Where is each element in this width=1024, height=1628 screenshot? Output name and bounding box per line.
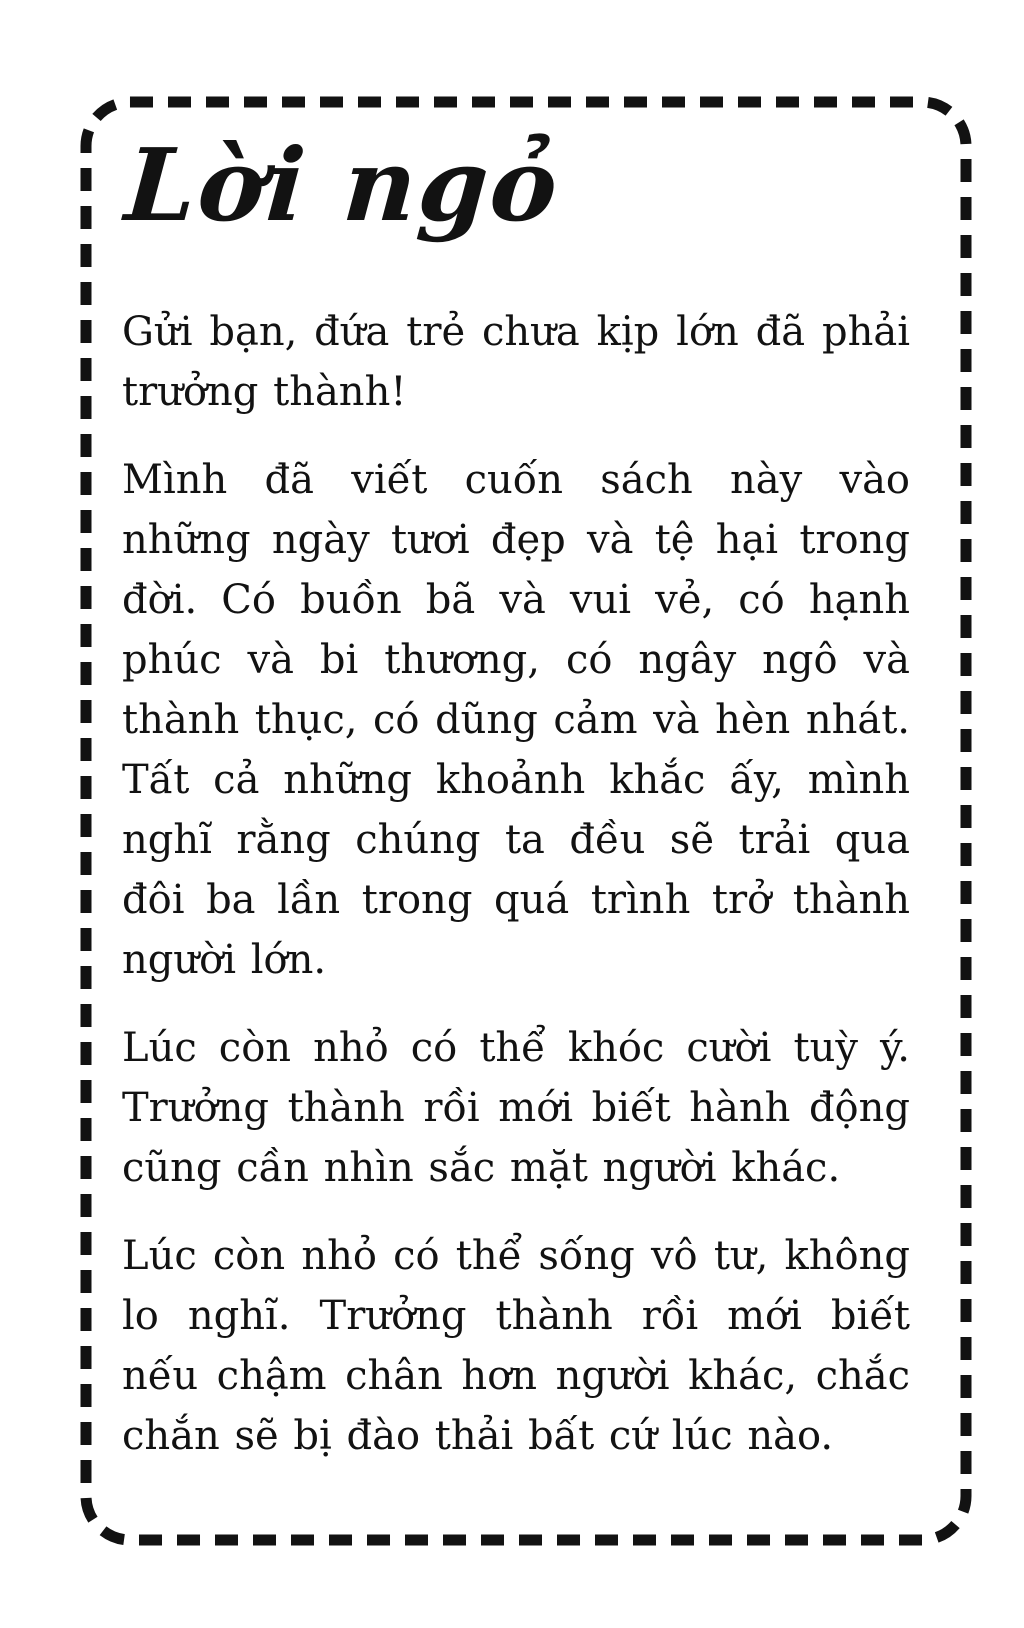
paragraph-intro: Mình đã viết cuốn sách này vào những ngày tươi đẹp và tệ hại trong đời. Có buồn bã và vui vẻ, có hạnh phúc và bi thương, có ngây ngô và thành thục, có dũng cảm và hèn nhát. Tất cả những khoảnh khắc ấy, mình nghĩ rằng chúng ta đều sẽ trải qua đôi ba lần trong quá trình trở thành người lớn. <box>122 457 910 983</box>
paragraph-childhood-carefree: Lúc còn nhỏ có thể sống vô tư, không lo nghĩ. Trưởng thành rồi mới biết nếu chậm chân hơn người khác, chắc chắn sẽ bị đào thải bất cứ lúc nào. <box>122 1233 910 1459</box>
page-content <box>121 126 910 1466</box>
paragraph-greeting: Gửi bạn, đứa trẻ chưa kịp lớn đã phải trưởng thành! <box>122 309 910 415</box>
paragraph-childhood-crying: Lúc còn nhỏ có thể khóc cười tuỳ ý. Trưởng thành rồi mới biết hành động cũng cần nhìn sắc mặt người khác. <box>122 1025 910 1191</box>
page-title: Lời ngỏ <box>121 126 564 244</box>
